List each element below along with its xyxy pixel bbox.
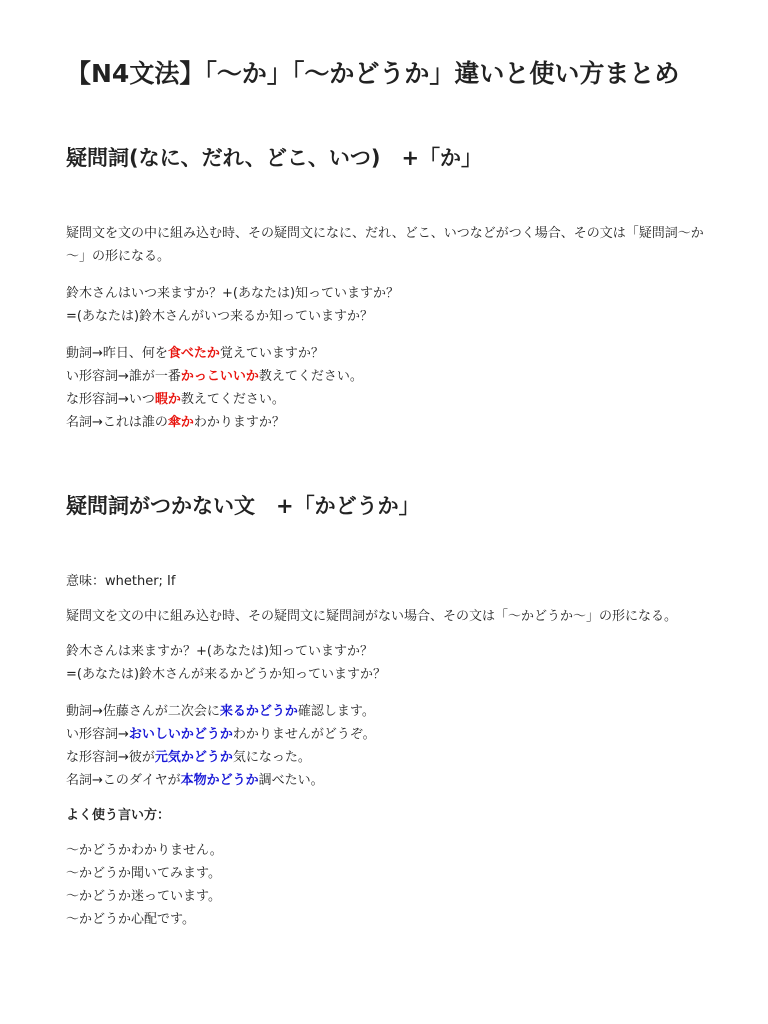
highlight-red: かっこいいか [180, 369, 259, 384]
highlight-blue: 元気かどうか [154, 750, 233, 765]
section2-meaning: 意味：whether; If [66, 574, 176, 589]
highlight-red: 傘か [167, 415, 194, 430]
highlight-blue: 来るかどうか [219, 704, 298, 719]
example-line: 鈴木さんは来ますか？+(あなたは)知っていますか？ [66, 644, 374, 659]
usage-line-na-adjective: な形容詞→いつ暇か教えてください。 [66, 392, 285, 407]
section2-example [66, 640, 704, 686]
section1-intro: 疑問文を文の中に組み込む時、その疑問文になに、だれ、どこ、いつなどがつく場合、その文は「疑問詞～か～」の形になる。 [66, 226, 704, 264]
usage-line-noun: 名詞→これは誰の傘かわかりますか？ [66, 415, 285, 430]
section2-usage-list [66, 700, 704, 792]
usage-line-verb: 動詞→昨日、何を食べたか覚えていますか？ [66, 346, 324, 361]
usage-line-i-adjective: い形容詞→誰が一番かっこいいか教えてください。 [66, 369, 363, 384]
section1-example [66, 282, 704, 328]
example-line: =(あなたは)鈴木さんが来るかどうか知っていますか？ [66, 667, 387, 682]
section1-usage-list [66, 342, 704, 434]
section-heading-ka: 疑問詞(なに、だれ、どこ、いつ) +「か」 [66, 146, 483, 170]
example-line: 鈴木さんはいつ来ますか？+(あなたは)知っていますか？ [66, 286, 400, 301]
highlight-blue: 本物かどうか [180, 773, 259, 788]
usage-line-i-adjective: い形容詞→おいしいかどうかわかりませんがどうぞ。 [66, 727, 376, 742]
page-title: 【N4文法】「～か」「～かどうか」違いと使い方まとめ [66, 59, 680, 88]
highlight-blue: おいしいかどうか [128, 727, 233, 742]
common-phrases-list [66, 839, 704, 931]
highlight-red: 暇か [154, 392, 181, 407]
usage-line-noun: 名詞→このダイヤが本物かどうか調べたい。 [66, 773, 324, 788]
common-phrases-label: よく使う言い方： [66, 808, 171, 823]
usage-line-na-adjective: な形容詞→彼が元気かどうか気になった。 [66, 750, 311, 765]
example-line: =(あなたは)鈴木さんがいつ来るか知っていますか？ [66, 309, 374, 324]
common-phrase: ～かどうかわかりません。 [66, 843, 223, 858]
common-phrase: ～かどうか迷っています。 [66, 889, 221, 904]
common-phrase: ～かどうか聞いてみます。 [66, 866, 221, 881]
section-heading-kadouka: 疑問詞がつかない文 +「かどうか」 [66, 494, 420, 518]
highlight-red: 食べたか [167, 346, 220, 361]
common-phrase: ～かどうか心配です。 [66, 912, 195, 927]
section2-intro: 疑問文を文の中に組み込む時、その疑問文に疑問詞がない場合、その文は「～かどうか～」の形になる。 [66, 609, 678, 624]
usage-line-verb: 動詞→佐藤さんが二次会に来るかどうか確認します。 [66, 704, 375, 719]
